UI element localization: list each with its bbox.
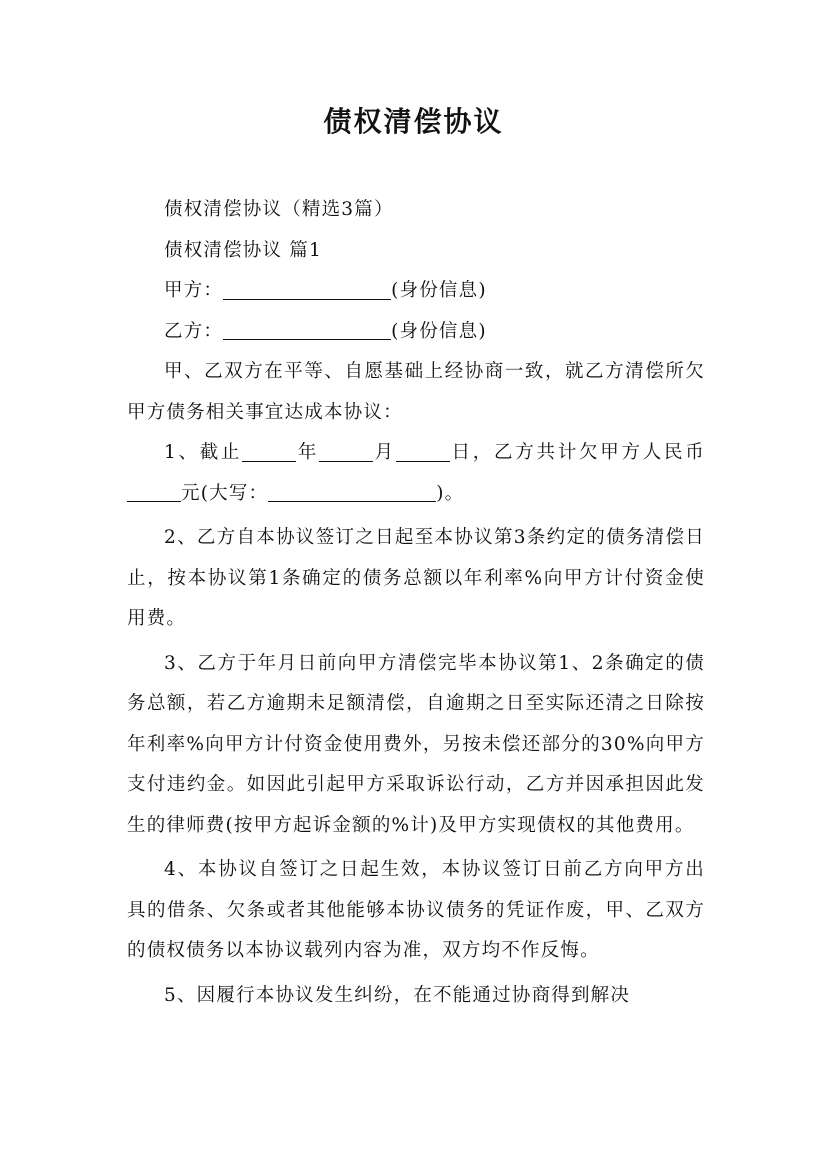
day-blank — [396, 441, 450, 461]
clause-5: 5、因履行本协议发生纠纷，在不能通过协商得到解决 — [164, 984, 631, 1006]
party-a-line — [127, 271, 705, 312]
party-b-note: (身份信息) — [391, 320, 487, 342]
clause-3: 3、乙方于年月日前向甲方清偿完毕本协议第1、2条确定的债务总额，若乙方逾期未足额清偿，自逾期之日至实际还清之日除按年利率%向甲方计付资金使用费外，另按未偿还部分的30%向甲方支付违约金。如因此引起甲方采取诉讼行动，乙方并因承担因此发生的律师费(按甲方起诉金额的%计)及甲方实现债权的其他费用。 — [127, 652, 705, 836]
clause-2: 2、乙方自本协议签订之日起至本协议第3条约定的债务清偿日止，按本协议第1条确定的债务总额以年利率%向甲方计付资金使用费。 — [127, 527, 705, 629]
intro-paragraph: 甲、乙双方在平等、自愿基础上经协商一致，就乙方清偿所欠甲方债务相关事宜达成本协议： — [127, 361, 705, 423]
year-blank — [242, 441, 296, 461]
party-b-blank — [223, 320, 391, 340]
section-heading: 债权清偿协议 篇1 — [164, 239, 322, 261]
clause-4: 4、本协议自签订之日起生效，本协议签订日前乙方向甲方出具的借条、欠条或者其他能够本协议债务的凭证作废，甲、乙双方的债权债务以本协议载列内容为准，双方均不作反悔。 — [127, 859, 705, 961]
document-body — [127, 190, 705, 1016]
party-b-line — [127, 312, 705, 353]
amount-blank — [127, 482, 181, 502]
party-b-label: 乙方： — [164, 320, 224, 342]
subtitle: 债权清偿协议（精选3篇） — [164, 199, 394, 220]
clause-1-close: )。 — [436, 482, 465, 504]
clause-1 — [127, 433, 705, 514]
clause-1-year: 年 — [296, 442, 320, 463]
party-a-blank — [223, 279, 391, 299]
clause-1-month: 月 — [373, 442, 396, 463]
amount-words-blank — [268, 482, 436, 502]
month-blank — [319, 441, 373, 461]
clause-1-prefix: 1、截止 — [164, 442, 243, 463]
party-a-note: (身份信息) — [391, 280, 487, 301]
party-a-label: 甲方： — [164, 280, 224, 301]
clause-1-day: 日，乙方共计欠甲方人民币 — [449, 442, 705, 463]
clause-1-yuan: 元(大写： — [181, 482, 269, 504]
document-title: 债权清偿协议 — [323, 105, 504, 138]
